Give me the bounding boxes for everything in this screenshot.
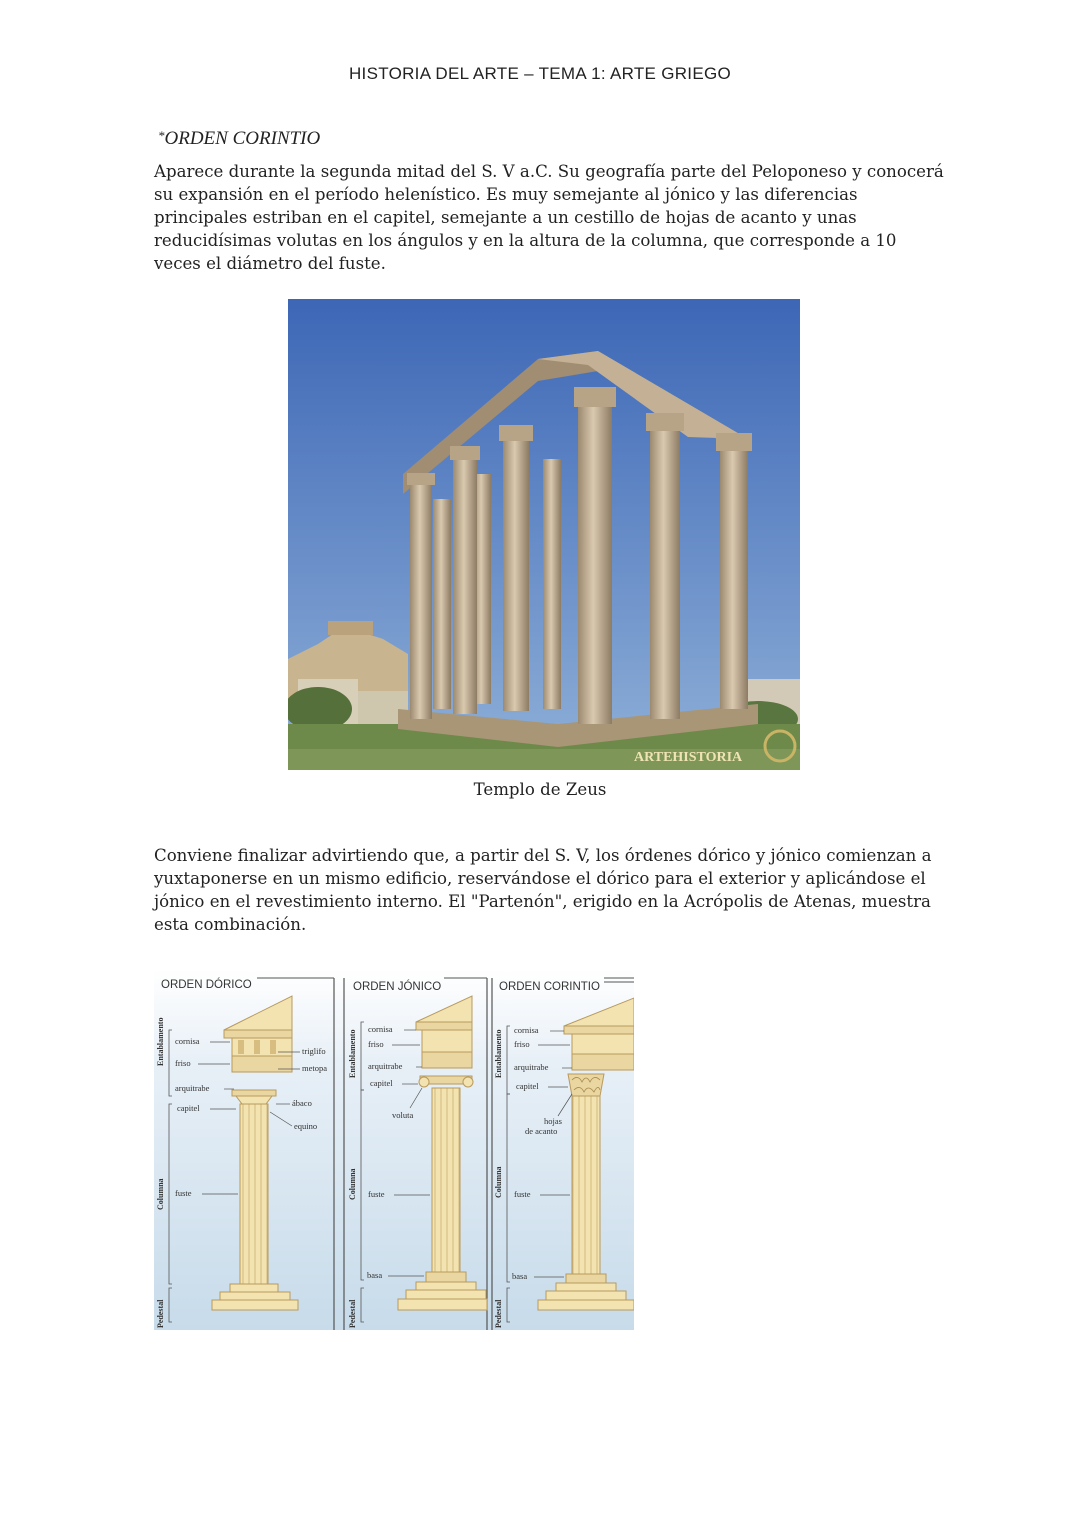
doric-label-columna: Columna [156, 1178, 165, 1210]
capital [450, 446, 480, 460]
corinthian-base [566, 1274, 606, 1283]
ionic-label-pedestal: Pedestal [348, 1299, 357, 1328]
doric-echinus [236, 1096, 272, 1104]
ionic-label-entablamento: Entablamento [348, 1029, 357, 1078]
corinthian-title: ORDEN CORINTIO [499, 981, 600, 993]
ionic-label-voluta: voluta [392, 1110, 414, 1120]
closing-paragraph: Conviene finalizar advirtiendo que, a partir del S. V, los órdenes dórico y jónico comienzan a yuxtaponerse en un mismo edificio, reservándose el dórico para el exterior y aplicándose el jónico en el revestimiento interno. El "Partenón", erigido en la Acrópolis de Atenas, muestra esta combinación. [154, 846, 932, 934]
column [453, 459, 477, 714]
corinthian-label-basa: basa [512, 1271, 528, 1281]
corinthian-step [556, 1283, 616, 1291]
column [578, 404, 612, 724]
ionic-label-cornisa: cornisa [368, 1024, 393, 1034]
corinthian-label-de-acanto: de acanto [525, 1126, 558, 1136]
ionic-title: ORDEN JÓNICO [353, 981, 442, 993]
column [650, 429, 680, 719]
corinthian-frieze [572, 1034, 634, 1054]
doric-title: ORDEN DÓRICO [161, 979, 252, 991]
doric-step [212, 1300, 298, 1310]
ionic-step [398, 1299, 487, 1310]
ionic-label-capitel: capitel [370, 1078, 393, 1088]
doric-label-abaco: ábaco [292, 1098, 312, 1108]
doric-step [220, 1292, 290, 1300]
figure-caption: Templo de Zeus [473, 780, 607, 799]
column [720, 449, 748, 709]
ionic-cornice [416, 1022, 472, 1030]
ionic-label-friso: friso [368, 1039, 384, 1049]
corinthian-capital [568, 1074, 604, 1096]
capital [574, 387, 616, 407]
ionic-step [416, 1282, 476, 1290]
corinthian-label-pedestal: Pedestal [494, 1299, 503, 1328]
corinthian-label-arquitrabe: arquitrabe [514, 1062, 549, 1072]
acropolis-ruin [328, 621, 373, 635]
capital [716, 433, 752, 451]
ionic-volute [463, 1077, 473, 1087]
column [410, 484, 432, 719]
ionic-step [406, 1290, 486, 1299]
doric-label-entablamento: Entablamento [156, 1017, 165, 1066]
corinthian-label-cornisa: cornisa [514, 1025, 539, 1035]
doric-shaft [240, 1104, 268, 1284]
capital [499, 425, 533, 441]
column [503, 439, 529, 711]
doric-label-capitel: capitel [177, 1103, 200, 1113]
temple-photo [288, 299, 800, 770]
doric-label-friso: friso [175, 1058, 191, 1068]
doric-label-arquitrabe: arquitrabe [175, 1083, 210, 1093]
doric-architrave [232, 1056, 292, 1072]
corinthian-label-capitel: capitel [516, 1081, 539, 1091]
ionic-label-fuste: fuste [368, 1189, 385, 1199]
doric-abacus [232, 1090, 276, 1096]
corinthian-label-fuste: fuste [514, 1189, 531, 1199]
corinthian-step [538, 1300, 634, 1310]
ionic-shaft [432, 1088, 460, 1272]
ionic-label-arquitrabe: arquitrabe [368, 1061, 403, 1071]
doric-cornice [224, 1030, 292, 1038]
corinthian-label-hojas: hojas [544, 1116, 562, 1126]
doric-label-triglifo: triglifo [302, 1046, 326, 1056]
doric-label-metopa: metopa [302, 1063, 328, 1073]
ionic-architrave [422, 1052, 472, 1068]
corinthian-shaft [572, 1096, 600, 1274]
corinthian-architrave [572, 1054, 634, 1070]
doric-label-cornisa: cornisa [175, 1036, 200, 1046]
column [543, 459, 561, 709]
watermark: ARTEHISTORIA [634, 750, 743, 765]
page-header: HISTORIA DEL ARTE – TEMA 1: ARTE GRIEGO [348, 64, 732, 83]
capital [646, 413, 684, 431]
orders-diagram [154, 970, 634, 1330]
intro-paragraph: Aparece durante la segunda mitad del S. V a.C. Su geografía parte del Peloponeso y conocerá su expansión en el período helenístico. Es muy semejante al jónico y las diferencias principales estriban en el capitel, semejante a un cestillo de hojas de acanto y unas reducidísimas volutas en los ángulos y en la altura de la columna, que corresponde a 10 veces el diámetro del fuste. [154, 162, 944, 273]
ionic-label-basa: basa [367, 1270, 383, 1280]
doric-label-fuste: fuste [175, 1188, 192, 1198]
section-title-text: ORDEN CORINTIO [164, 128, 321, 149]
capital [407, 473, 435, 485]
corinthian-label-columna: Columna [494, 1166, 503, 1198]
column [433, 499, 451, 709]
corinthian-step [546, 1291, 626, 1300]
ionic-frieze [422, 1030, 472, 1052]
doric-step [230, 1284, 278, 1292]
section-title [158, 128, 320, 150]
ionic-label-columna: Columna [348, 1168, 357, 1200]
ionic-base [426, 1272, 466, 1282]
section-marker: * [158, 128, 165, 143]
corinthian-label-entablamento: Entablamento [494, 1029, 503, 1078]
corinthian-cornice [564, 1026, 634, 1034]
ionic-volute [419, 1077, 429, 1087]
corinthian-label-friso: friso [514, 1039, 530, 1049]
doric-label-equino: equino [294, 1121, 318, 1131]
doric-label-pedestal: Pedestal [156, 1299, 165, 1328]
